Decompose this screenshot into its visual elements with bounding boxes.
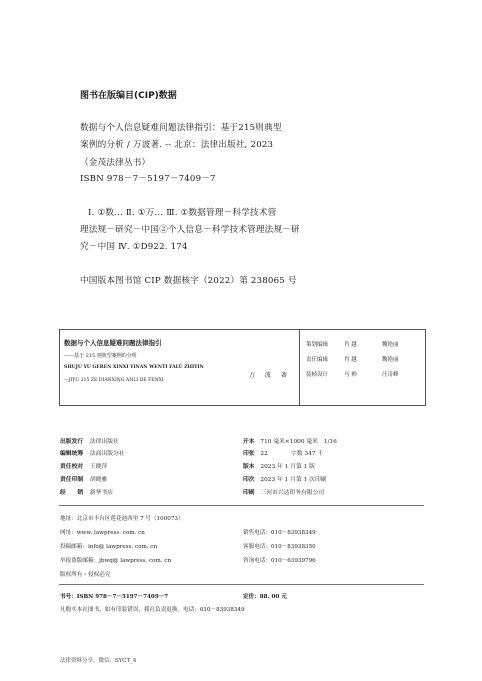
editor-name-2: 汪奇峰 (382, 372, 399, 378)
cip-heading: 图书在版编目(CIP)数据 (80, 91, 177, 101)
pub-info-value: 22 字数 347 千 (260, 451, 324, 457)
pub-info-row (243, 474, 327, 483)
rights-notice: 版权所有・侵权必究 (60, 572, 111, 578)
pub-info-label: 版本 (243, 464, 255, 470)
watermark-footer: 法律资料分享，微信：SYCT_4 (60, 658, 137, 664)
pub-info-row (243, 461, 315, 470)
cip-line: 究－中国 Ⅳ. ①D922. 174 (80, 242, 188, 252)
editor-row (306, 355, 399, 363)
cip-line: Ⅰ. ①数… Ⅱ. ①万… Ⅲ. ①数据管理－科学技术管 (88, 208, 277, 218)
pub-info-value: 三河市兴达印务有限公司 (260, 490, 325, 496)
piracy-report-email: 举报盗版邮箱：jbwq@ lawpress. com. cn (60, 558, 172, 564)
editor-row (306, 340, 399, 348)
pub-info-row (243, 448, 323, 457)
pub-info-row (60, 474, 107, 483)
pub-info-label: 印刷 (243, 490, 255, 496)
cip-line: 案例的分析 / 万波著. -- 北京：法律出版社, 2023 (80, 140, 274, 150)
editor-name: 肖 越 (344, 357, 357, 363)
book-title-cn: 数据与个人信息疑难问题法律指引 (64, 339, 162, 347)
book-subtitle-cn: ——基于 215 则典型案例的分析 (64, 353, 137, 359)
isbn: 书号：ISBN 978－7－5197－7409－7 (60, 594, 169, 600)
divider (59, 505, 424, 506)
pub-info-label: 出版发行 (60, 439, 84, 445)
editor-name: 肖 越 (344, 342, 357, 348)
cip-line: ISBN 978－7－5197－7409－7 (80, 174, 216, 184)
pub-info-row (243, 487, 324, 496)
pub-info-label: 开本 (243, 439, 255, 445)
pub-info-row (60, 448, 125, 457)
pub-info-value: 胡晓雅 (89, 477, 108, 483)
pub-info-value: 法律出版社 (89, 439, 119, 445)
price: 定价：88. 00 元 (243, 594, 287, 600)
cip-line: 理法规－研究－中国②个人信息－科学技术管理法规－研 (80, 225, 300, 235)
address: 地址：北京市丰台区莲花池西里 7 号（100073） (60, 516, 184, 522)
box-divider (299, 330, 300, 405)
cip-line: （金茂法律丛书） (80, 158, 151, 168)
editor-name-2: 魏艳丽 (382, 342, 399, 348)
website: 网址：www. lawpress. com. cn (60, 530, 145, 536)
pub-info-value: 2023 年 1 月第 1 次印刷 (260, 477, 327, 483)
pub-info-row (60, 487, 113, 496)
pub-info-row (243, 436, 337, 445)
divider (59, 584, 424, 585)
pub-info-row (60, 461, 107, 470)
editor-role: 策划编辑 (306, 342, 329, 348)
pub-info-value: 2023 年 1 月第 1 版 (260, 464, 315, 470)
service-phone: 客服电话：010－83938350 (243, 544, 316, 550)
cip-line: 数据与个人信息疑难问题法律指引：基于215则典型 (80, 123, 282, 133)
pub-info-value: 新华书店 (89, 490, 114, 496)
book-subtitle-pinyin: —JIYU 215 ZE DIANXING ANLI DE FENXI (64, 378, 164, 383)
book-title-pinyin: SHUJU YU GEREN XINXI YINAN WENTI FALÜ ZHIYIN (64, 365, 204, 370)
pub-info-label: 编辑统筹 (60, 451, 84, 457)
pub-info-row (60, 436, 119, 445)
submission-email: 投稿邮箱：info@ lawpress. com. cn (60, 544, 158, 550)
pub-info-value: 法商出版分社 (89, 451, 125, 457)
consult-phone: 咨询电话：010－63939796 (243, 558, 316, 564)
pub-info-label: 印次 (243, 477, 255, 483)
editor-role: 责任编辑 (306, 357, 329, 363)
editor-role: 装帧设计 (306, 372, 329, 378)
editor-name-2: 魏艳丽 (382, 357, 399, 363)
pub-info-value: 710 毫米×1000 毫米 1/16 (260, 439, 337, 445)
pub-info-label: 印张 (243, 451, 255, 457)
title-box (59, 329, 426, 406)
return-notice: 凡购买本社图书，如有印装错误，我社负责退换。电话：010－83938349 (60, 607, 245, 613)
editor-name: 马 帅 (344, 372, 357, 378)
pub-info-label: 责任校对 (60, 464, 84, 470)
pub-info-label: 责任印制 (60, 477, 84, 483)
cip-data-number: 中国版本图书馆 CIP 数据核字（2022）第 238065 号 (80, 276, 297, 286)
pub-info-label: 经 销 (60, 490, 84, 496)
pub-info-value: 王晓萍 (89, 464, 108, 470)
editor-row (306, 370, 399, 378)
author: 万 波 著 (249, 372, 291, 379)
sales-phone: 销售电话：010－83938349 (243, 530, 316, 536)
